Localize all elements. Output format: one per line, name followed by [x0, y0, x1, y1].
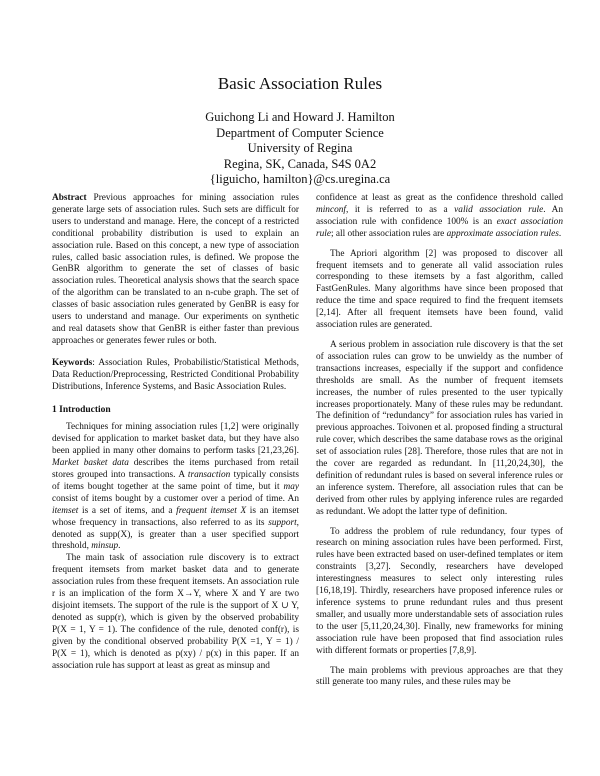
intro-paragraph-2: The main task of association rule discovery is to extract frequent itemsets from market basket data and to generate association rules from these frequent itemsets. An association rule r is an implication of the form X→Y, where X and Y are two disjoint itemsets. The support of the rule is the support of X ∪ Y, denoted as supp(r), which is given by the observed probability P(X = 1, Y = 1). The confidence of the rule, denoted conf(r), is given by the conditional observed probability P(X =1, Y = 1) / P(X = 1), which is denoted as p(xy) / p(x) in this paper. If an association rule has support at least as great as minsup and	[52, 553, 299, 671]
postal-address: Regina, SK, Canada, S4S 0A2	[223, 156, 377, 171]
intro-paragraph-5: A serious problem in association rule discovery is that the set of association rules can grow to be unwieldy as the number of transactions increases, especially if the support and confidence thresholds are small. As the number of frequent itemsets increases, the number of rules presented to the user typically increases proportionately. Many of these rules may be redundant. The definition of “redundancy” for association rules has varied in previous approaches. Toivonen et al. proposed finding a structural rule cover, which describes the same database rows as the original set of association rules [28]. Therefore, those rules that are not in the cover are regarded as redundant. In [11,20,24,30], the definition of redundant rules is based on several inference rules or an inference system. Therefore, all association rules that can be derived from other rules by applying inference rules are regarded as redundant. We adopt the latter type of definition.	[316, 339, 563, 517]
intro-paragraph-1	[52, 422, 299, 553]
text-run: ; all other association rules are	[330, 228, 447, 239]
keywords-text: : Association Rules, Probabilistic/Statistical Methods, Data Reduction/Preprocessing, Restricted Conditional Probability Distributions, Inference Systems, and Basic Association Rules.	[52, 357, 299, 392]
italic-term: exact association rule	[316, 216, 563, 239]
intro-paragraph-3	[316, 193, 563, 241]
text-run: is a set of items, and a	[78, 505, 177, 516]
text-run: is an itemset whose frequency in transactions, also referred to as its	[52, 505, 299, 528]
author-emails: {liguicho, hamilton}@cs.uregina.ca	[209, 172, 391, 186]
author-names: Guichong Li and Howard J. Hamilton	[205, 110, 395, 124]
text-run: .	[118, 541, 121, 552]
italic-term: frequent itemset X	[176, 505, 247, 516]
department: Department of Computer Science	[216, 125, 384, 140]
text-run: , it is referred to as a	[345, 204, 455, 215]
abstract-text: Previous approaches for mining association rules generate large sets of association rules. Such sets are difficult for users to understand and manage. Here, the concept of a restricted conditional probability distribution is used to explain an association rule. Based on this concept, a new type of association rules, called basic association rules, is defined. We propose the GenBR algorithm to generate the set of classes of basic association rules. Theoretical analysis shows that the search space of the algorithm can be translated to an n-cube graph. The set of classes of basic association rules generated by GenBR is easy for users to understand and manage. Our experiments on synthetic and real datasets show that GenBR is either faster than previous approaches or generates fewer rules or both.	[52, 193, 299, 346]
paper-title: Basic Association Rules	[217, 74, 383, 93]
text-run: .	[558, 228, 562, 239]
italic-term: minsup	[91, 541, 119, 552]
paper-header	[0, 74, 600, 188]
keywords	[52, 358, 299, 394]
abstract	[52, 193, 299, 348]
italic-term: transaction	[187, 470, 231, 481]
italic-term: itemset	[52, 505, 79, 516]
keywords-label: Keywords	[52, 357, 93, 368]
text-run: Techniques for mining association rules [1,2] were originally devised for application to market basket data, but they have also been applied in many other domains to perform tasks [21,23,26].	[52, 422, 299, 457]
text-run: . An association rule with confidence 100% is an	[316, 204, 563, 227]
university: University of Regina	[247, 141, 353, 155]
right-column	[316, 193, 563, 689]
text-run: confidence at least as great as the confidence threshold called	[316, 193, 563, 203]
abstract-label: Abstract	[52, 193, 87, 203]
intro-paragraph-4: The Apriori algorithm [2] was proposed to discover all frequent itemsets and to generate all valid association rules corresponding to these itemsets by a fast algorithm, called FastGenRules. Many algorithms have since been proposed that reduce the time and space required to find the frequent itemsets [2,14]. After all frequent itemsets have been found, valid association rules are generated.	[316, 248, 563, 331]
italic-term: approximate association rules	[446, 228, 559, 239]
italic-term: support	[268, 517, 297, 528]
left-column	[52, 193, 299, 672]
italic-term: valid association rule	[454, 204, 544, 215]
text-run: , denoted as supp(X), is greater than a user specified support threshold,	[52, 517, 299, 552]
italic-term: Market basket data	[52, 458, 129, 469]
italic-term: minconf	[316, 204, 346, 215]
italic-term: may	[283, 481, 299, 492]
text-run: typically consists of items bought together at the same point of time, but it	[52, 470, 300, 492]
text-run: consist of items bought by a customer over a period of time. An	[52, 493, 299, 504]
intro-paragraph-7: The main problems with previous approaches are that they still generate too many rules, and these rules may be	[316, 665, 563, 688]
intro-paragraph-6: To address the problem of rule redundancy, four types of research on mining association rules have been performed. First, rules have been extracted based on user-defined templates or item constraints [3,27]. Secondly, researchers have developed interestingness measures to select only interesting rules [16,18,19]. Thirdly, researchers have proposed inference rules or inference systems to prune redundant rules and thus present smaller, and usually more understandable sets of association rules to the user [5,11,20,24,30]. Finally, new frameworks for mining association rule have been proposed that find association rules with different formats or properties [7,8,9].	[316, 526, 563, 656]
section-heading-introduction: 1 Introduction	[52, 404, 111, 415]
text-run: describes the items purchased from retail stores grouped into transactions. A	[52, 458, 299, 481]
